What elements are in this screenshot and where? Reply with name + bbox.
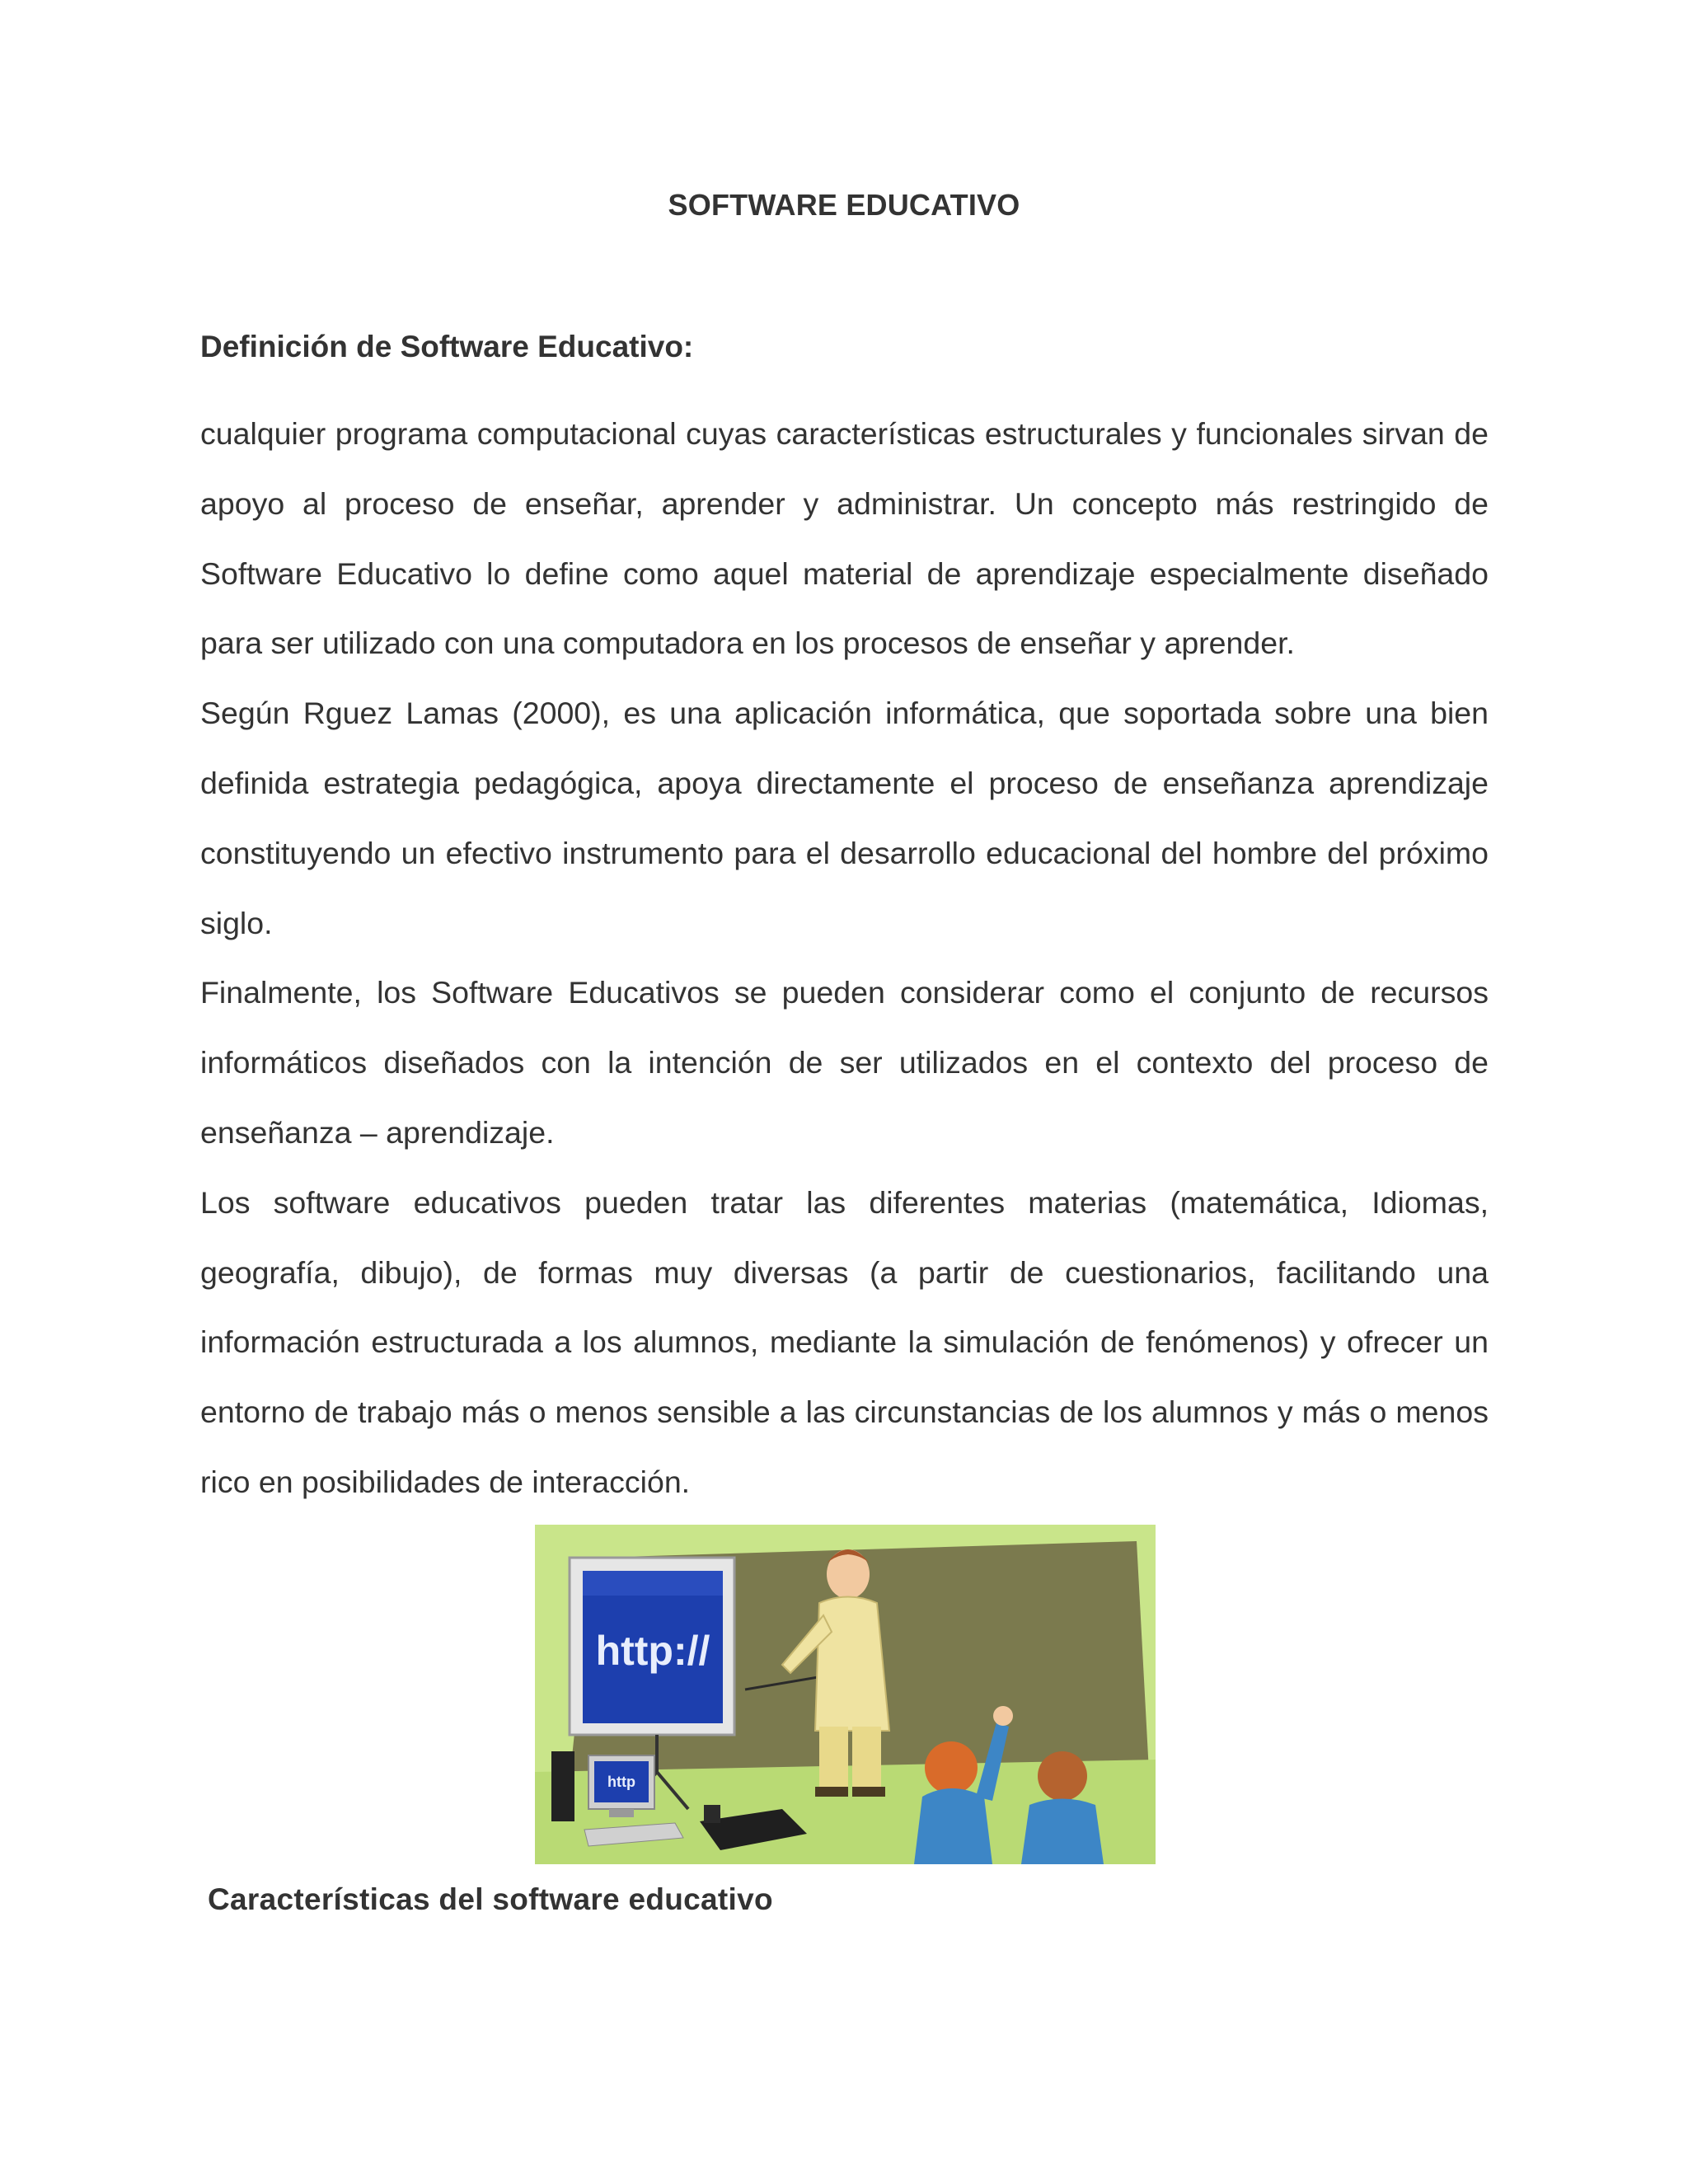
features-heading: Características del software educativo — [208, 1882, 773, 1916]
paragraph-finalmente: Finalmente, los Software Educativos se pueden considerar como el conjunto de recursos informáticos diseñados con la intención de ser utilizados en el contexto del proceso de enseñanza – aprendizaje. — [200, 975, 1489, 1150]
screen-http-text: http:// — [595, 1628, 710, 1674]
paragraph-rguez-lamas: Según Rguez Lamas (2000), es una aplicación informática, que soportada sobre una bien definida estrategia pedagógica, apoya directamente el proceso de enseñanza aprendizaje constituyendo un efectivo instrumento para el desarrollo educacional del hombre del próximo siglo. — [200, 696, 1489, 940]
body-text — [200, 399, 1489, 1517]
paragraph-definition: cualquier programa computacional cuyas características estructurales y funcionales sirvan de apoyo al proceso de enseñar, aprender y administrar. Un concepto más restringido de Software Educativo lo define como aquel material de aprendizaje especialmente diseñado para ser utilizado con una computadora en los procesos de enseñar y aprender. — [200, 416, 1489, 661]
monitor-http-text: http — [607, 1774, 635, 1790]
classroom-illustration — [535, 1525, 1156, 1864]
paragraph-materias: Los software educativos pueden tratar las diferentes materias (matemática, Idiomas, geografía, dibujo), de formas muy diversas (a partir de cuestionarios, facilitando una información estructurada a los alumnos, mediante la simulación de fenómenos) y ofrecer un entorno de trabajo más o menos sensible a las circunstancias de los alumnos y más o menos rico en posibilidades de interacción. — [200, 1184, 1489, 1499]
definition-heading: Definición de Software Educativo: — [200, 330, 694, 363]
document-title: SOFTWARE EDUCATIVO — [668, 188, 1020, 222]
